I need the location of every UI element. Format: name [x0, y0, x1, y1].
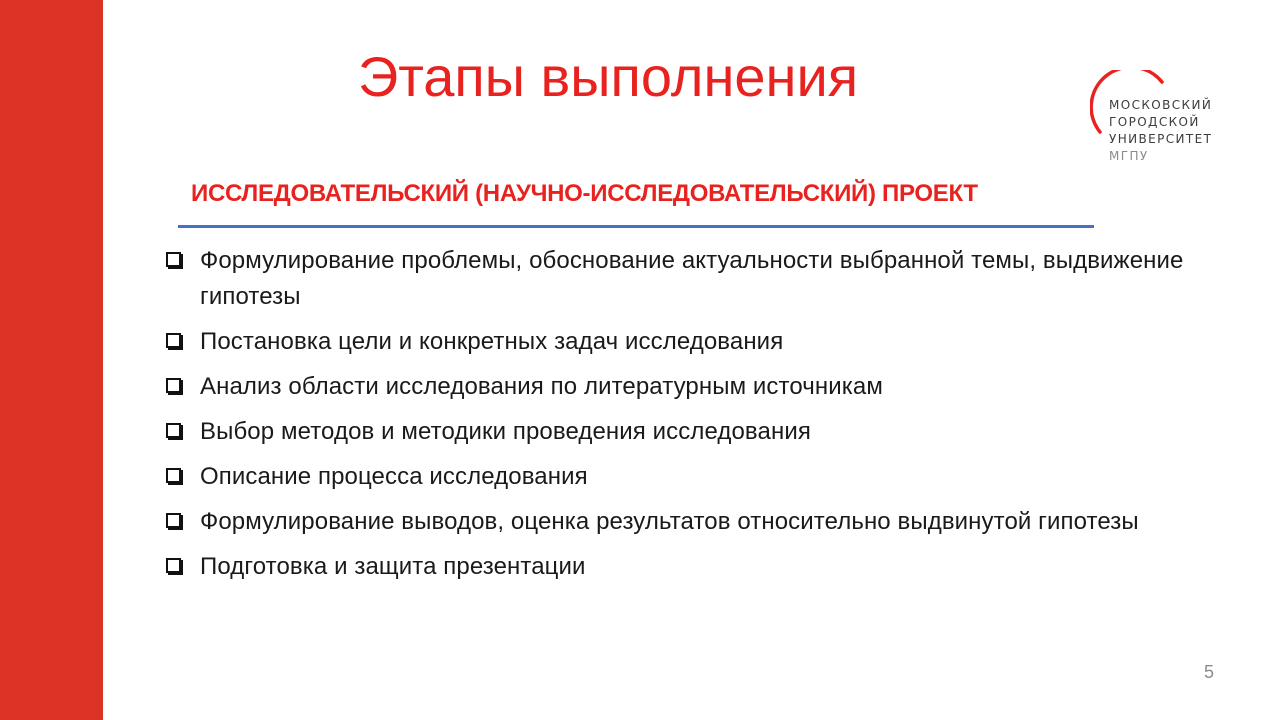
slide-title: Этапы выполнения	[358, 45, 859, 108]
step-item	[163, 459, 1203, 495]
checkbox-square-icon	[166, 252, 181, 267]
slide-subtitle: ИССЛЕДОВАТЕЛЬСКИЙ (НАУЧНО-ИССЛЕДОВАТЕЛЬСКИЙ) ПРОЕКТ	[191, 180, 978, 207]
step-text: Подготовка и защита презентации	[200, 553, 586, 580]
subtitle-divider	[178, 225, 1094, 228]
step-item	[163, 414, 1203, 450]
logo-text	[1109, 97, 1212, 165]
checkbox-square-icon	[166, 468, 181, 483]
step-text: Формулирование проблемы, обоснование актуальности выбранной темы, выдвижение гипотезы	[200, 247, 1184, 310]
logo-line-3: УНИВЕРСИТЕТ	[1109, 132, 1213, 146]
checkbox-square-icon	[166, 558, 181, 573]
page-number: 5	[1204, 662, 1215, 682]
checkbox-square-icon	[166, 423, 181, 438]
checkbox-square-icon	[166, 378, 181, 393]
steps-list	[163, 243, 1203, 594]
step-text: Формулирование выводов, оценка результатов относительно выдвинутой гипотезы	[200, 508, 1139, 535]
step-text: Анализ области исследования по литературным источникам	[200, 373, 883, 400]
logo-line-2: ГОРОДСКОЙ	[1109, 115, 1200, 129]
university-logo	[1090, 70, 1230, 165]
step-item	[163, 243, 1203, 315]
step-item	[163, 504, 1203, 540]
step-text: Описание процесса исследования	[200, 463, 588, 490]
step-text: Постановка цели и конкретных задач исследования	[200, 328, 784, 355]
logo-line-1: МОСКОВСКИЙ	[1109, 98, 1213, 112]
logo-line-4: МГПУ	[1109, 149, 1149, 163]
checkbox-square-icon	[166, 513, 181, 528]
step-item	[163, 324, 1203, 360]
step-item	[163, 369, 1203, 405]
step-text: Выбор методов и методики проведения исследования	[200, 418, 811, 445]
checkbox-square-icon	[166, 333, 181, 348]
step-item	[163, 549, 1203, 585]
left-accent-bar	[0, 0, 103, 720]
